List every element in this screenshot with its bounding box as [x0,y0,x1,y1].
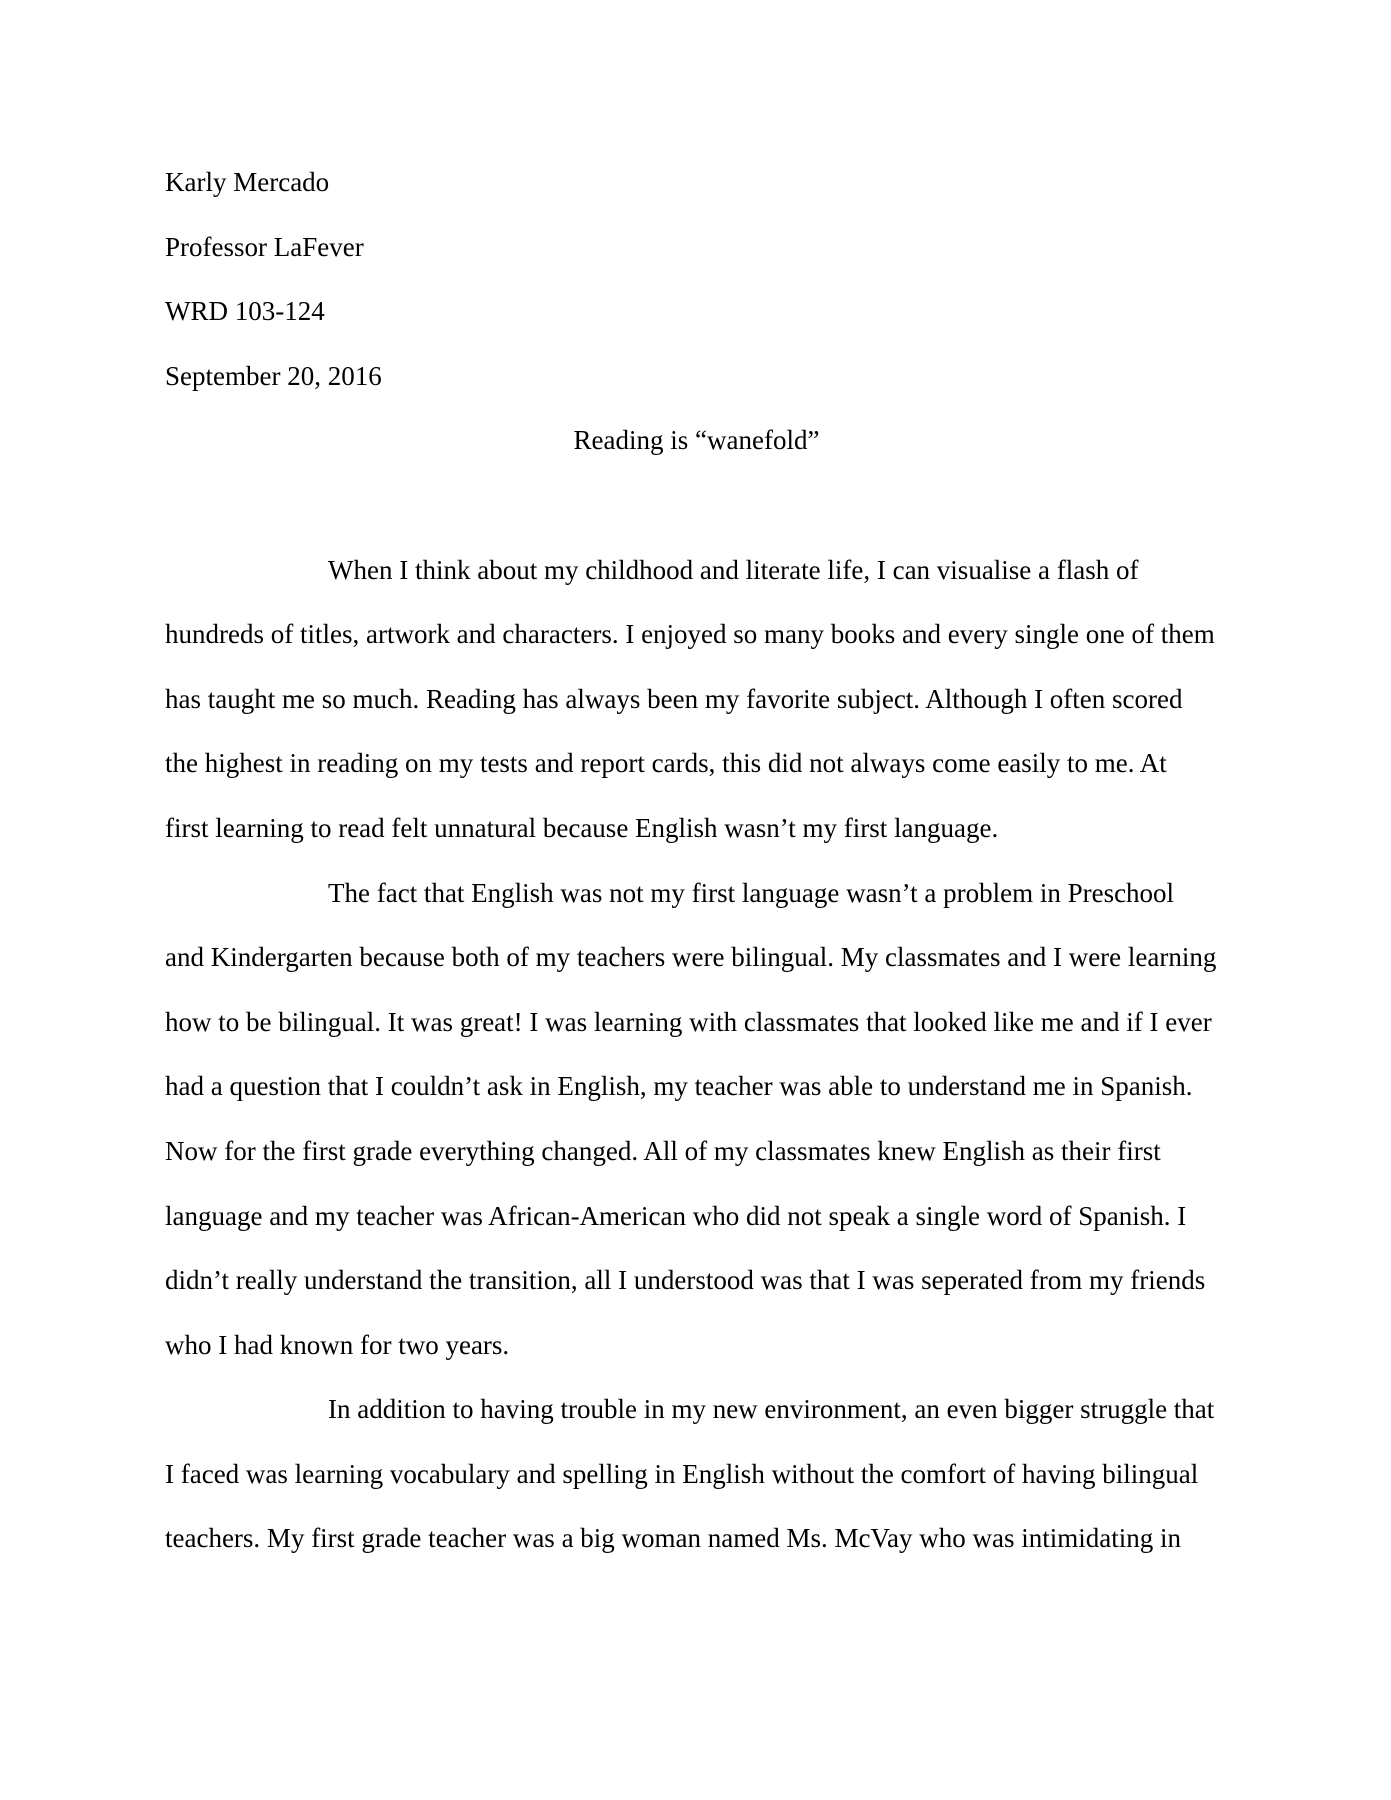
essay-line: didn’t really understand the transition, all I understood was that I was seperated from my friends [165,1265,1206,1296]
essay-title: Reading is “wanefold” [573,425,820,456]
essay-line: I faced was learning vocabulary and spelling in English without the comfort of having bilingual [165,1458,1199,1489]
essay-content [165,150,1228,1571]
essay-line: and Kindergarten because both of my teachers were bilingual. My classmates and I were learning [165,942,1217,973]
essay-line: hundreds of titles, artwork and characters. I enjoyed so many books and every single one of them [165,619,1215,650]
essay-line: teachers. My first grade teacher was a big woman named Ms. McVay who was intimidating in [165,1523,1181,1554]
header-date-line: September 20, 2016 [165,360,382,391]
essay-line: When I think about my childhood and literate life, I can visualise a flash of [328,554,1139,585]
essay-line: had a question that I couldn’t ask in English, my teacher was able to understand me in Spanish. [165,1071,1193,1102]
essay-line: language and my teacher was African-American who did not speak a single word of Spanish. I [165,1200,1187,1231]
header-professor-line: Professor LaFever [165,231,364,262]
essay-line: how to be bilingual. It was great! I was learning with classmates that looked like me and if I ever [165,1006,1212,1037]
essay-line: has taught me so much. Reading has always been my favorite subject. Although I often scored [165,683,1183,714]
essay-line: Now for the first grade everything changed. All of my classmates knew English as their first [165,1135,1161,1166]
header-course-line: WRD 103-124 [165,296,325,327]
blank-line [165,473,1228,538]
essay-line: the highest in reading on my tests and report cards, this did not always come easily to me. At [165,748,1167,779]
header-author-line: Karly Mercado [165,167,330,197]
essay-line: who I had known for two years. [165,1329,510,1360]
essay-line: first learning to read felt unnatural because English wasn’t my first language. [165,812,999,843]
essay-line: In addition to having trouble in my new environment, an even bigger struggle that [328,1394,1215,1425]
essay-line: The fact that English was not my first language wasn’t a problem in Preschool [328,877,1175,908]
